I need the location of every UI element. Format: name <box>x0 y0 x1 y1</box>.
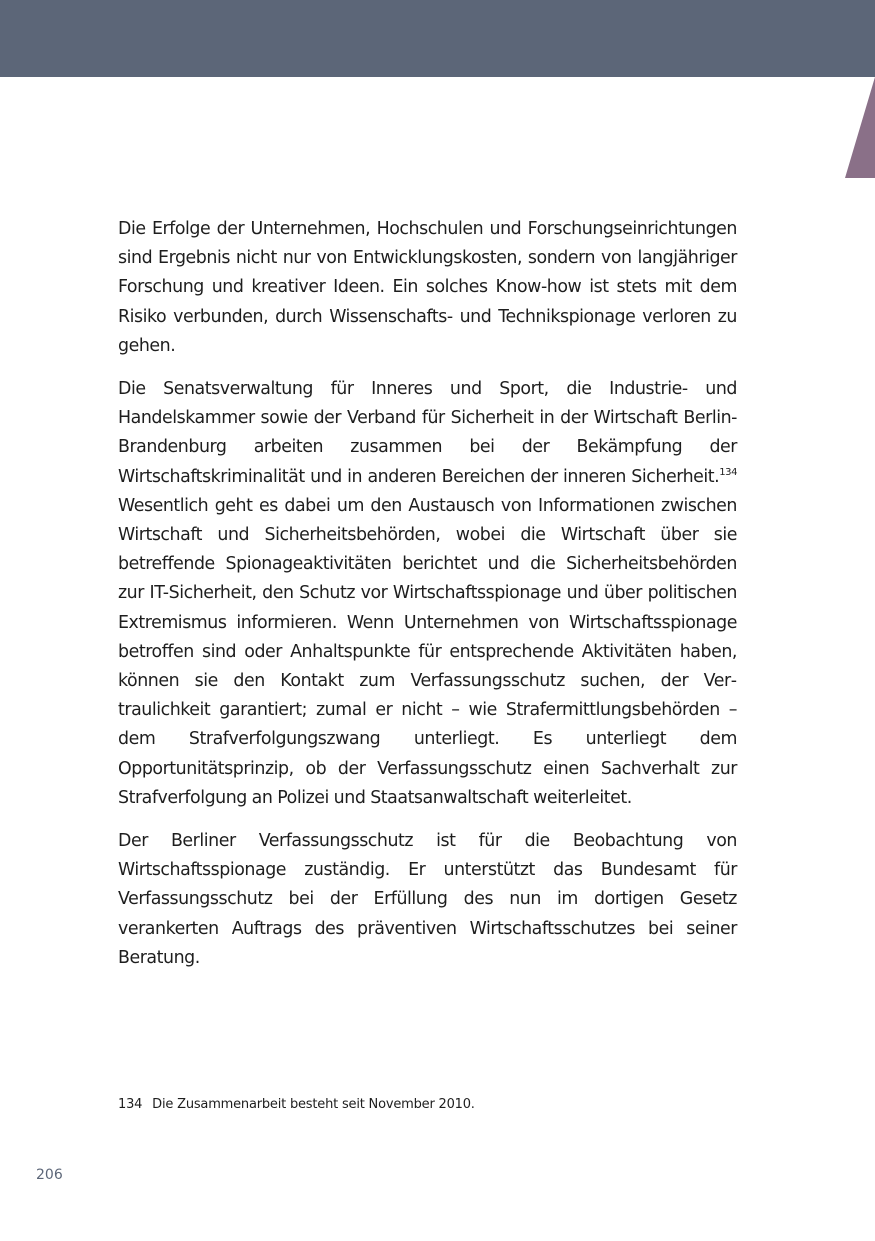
main-text <box>118 215 737 987</box>
footnote-text: Die Zusammenarbeit besteht seit November 2010. <box>152 1097 475 1112</box>
footnote-number: 134 <box>118 1097 143 1112</box>
corner-tab-marker <box>845 77 875 178</box>
header-band <box>0 0 875 77</box>
footnote <box>118 1096 737 1114</box>
paragraph-2-text-before: Die Senatsverwaltung für Inneres und Sport, die Industrie- und Handelskammer sowie der Verband für Sicherheit in der Wirtschaft Berlin-Brandenburg arbeiten zusammen bei der Bekämpfung der Wirtschaftskriminalität und in anderen Bereichen der inneren Sicherheit. <box>118 379 737 487</box>
paragraph-1: Die Erfolge der Unternehmen, Hochschulen und Forschungseinrichtungen sind Ergebnis nicht nur von Entwicklungskosten, sondern von langjähriger Forschung und kreativer Ideen. Ein solches Know-how ist stets mit dem Risiko verbunden, durch Wissenschafts- und Technikspionage verloren zu gehen. <box>118 219 737 356</box>
paragraph-2 <box>118 375 737 813</box>
paragraph-2-text-after: Wesentlich geht es dabei um den Austausch von Informationen zwischen Wirtschaft und Sicherheitsbehörden, wobei die Wirtschaft über sie betreffende Spionageaktivitäten berichtet und die Sicherheitsbehörden zur IT-Sicherheit, den Schutz vor Wirtschaftsspionage und über politischen Extremismus informieren. Wenn Unternehmen von Wirtschaftsspionage betroffen sind oder Anhaltspunkte für entsprechende Aktivitäten haben, können sie den Kontakt zum Verfassungsschutz suchen, der Vertraulichkeit garantiert; zumal er nicht – wie Strafermittlungsbehörden – dem Strafverfolgungszwang unterliegt. Es unterliegt dem Opportunitätsprinzip, ob der Verfassungsschutz einen Sachverhalt zur Strafverfolgung an Polizei und Staatsanwaltschaft weiterleitet. <box>118 495 737 808</box>
paragraph-3: Der Berliner Verfassungsschutz ist für die Beobachtung von Wirtschaftsspionage zuständig. Er unterstützt das Bundesamt für Verfassungsschutz bei der Erfüllung des nun im dortigen Gesetz verankerten Auftrags des präventiven Wirtschaftsschutzes bei seiner Beratung. <box>118 831 737 968</box>
corner-tab-shape <box>845 77 875 178</box>
page-number: 206 <box>36 1167 63 1183</box>
footnote-reference: 134 <box>719 466 737 478</box>
